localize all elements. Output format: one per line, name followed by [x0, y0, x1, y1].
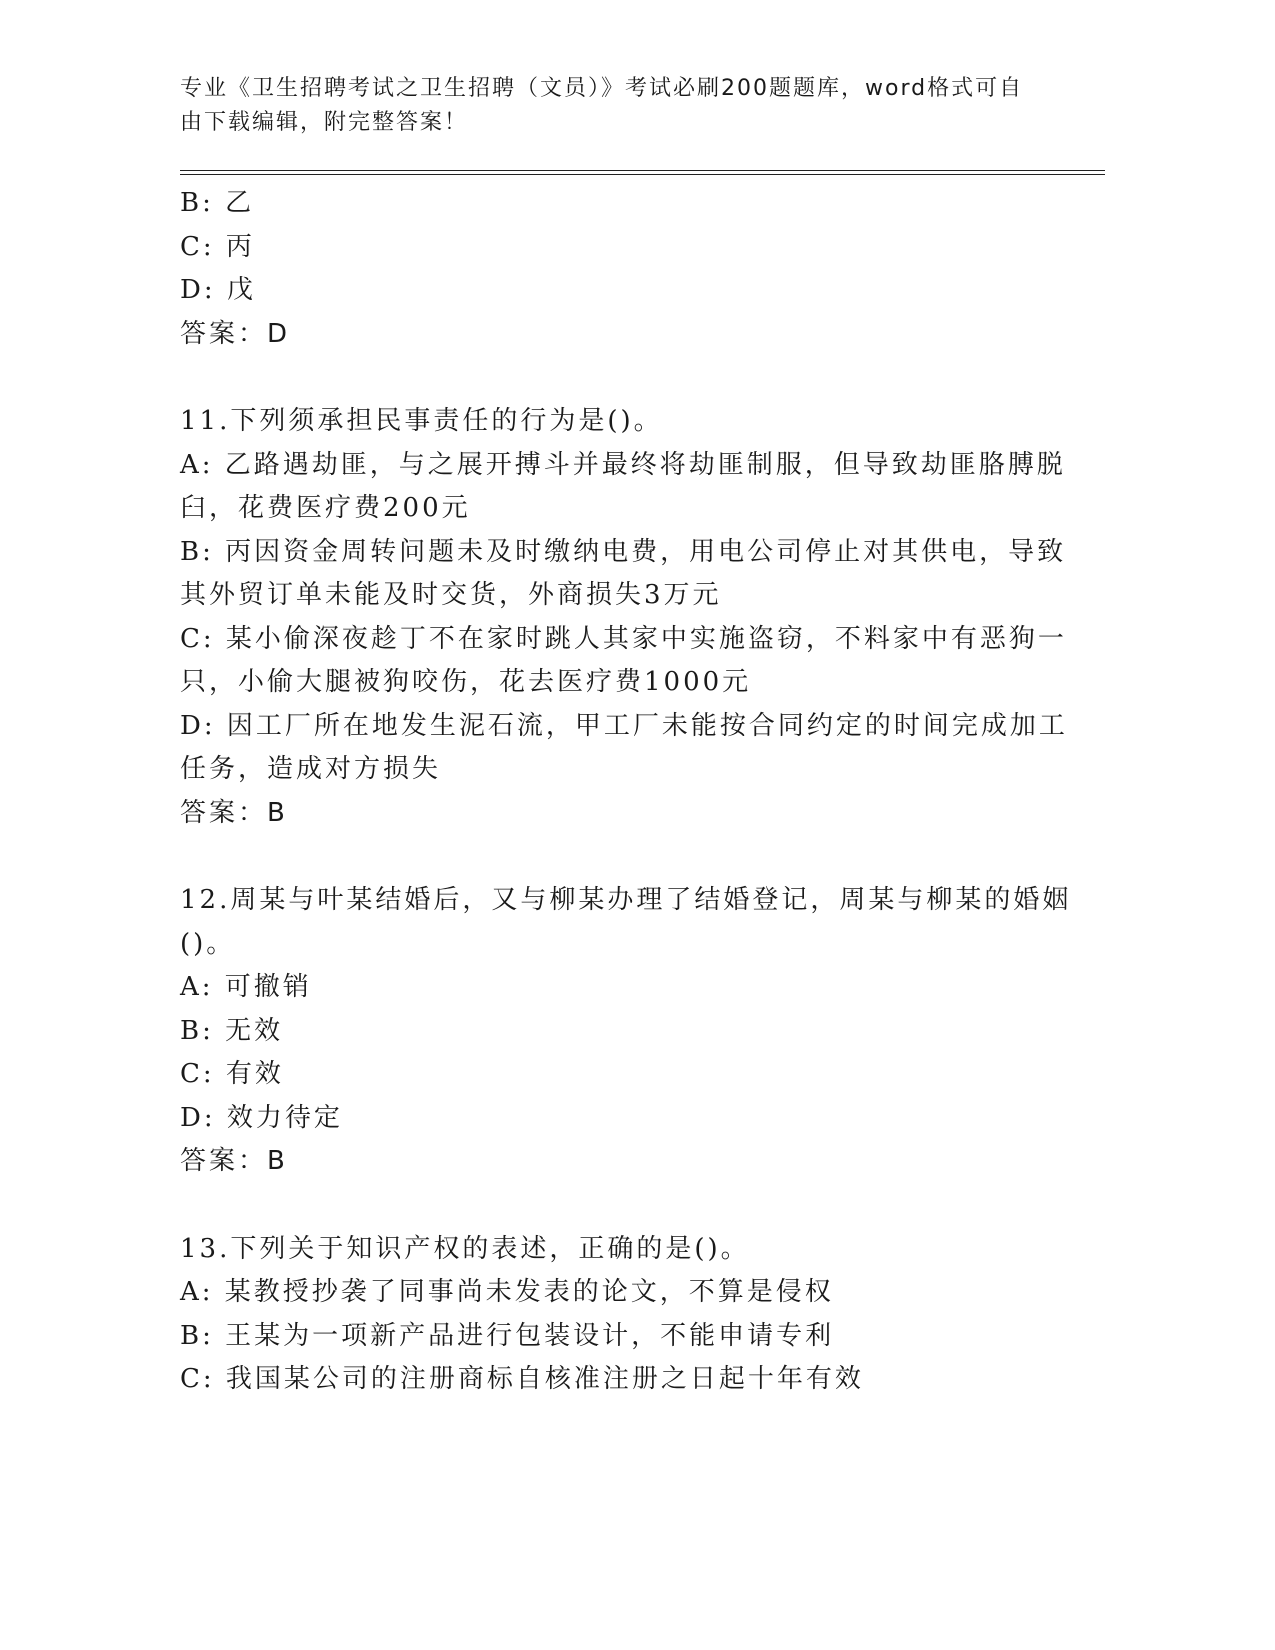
header-title-line-2: 由下载编辑，附完整答案！ [180, 110, 469, 135]
spacer [180, 835, 1040, 879]
answer: 答案：B [180, 797, 288, 828]
option-a: A: 某教授抄袭了同事尚未发表的论文，不算是侵权 [180, 1277, 834, 1307]
option-a-line-1: A: 乙路遇劫匪，与之展开搏斗并最终将劫匪制服，但导致劫匪胳膊脱 [180, 449, 1066, 480]
spacer [180, 356, 1040, 400]
header-divider-bottom [180, 174, 1105, 175]
option-b-line-1: B: 丙因资金周转问题未及时缴纳电费，用电公司停止对其供电，导致 [180, 536, 1067, 567]
option-c: C: 丙 [180, 231, 255, 262]
page-header [180, 72, 1040, 140]
question-stem-line-1: 12.周某与叶某结婚后，又与柳某办理了结婚登记，周某与柳某的婚姻 [180, 885, 1072, 915]
question-13 [180, 1228, 1040, 1402]
option-b: B: 王某为一项新产品进行包装设计，不能申请专利 [180, 1320, 835, 1351]
option-b: B: 无效 [180, 1015, 284, 1046]
question-list [180, 182, 1072, 1402]
option-b-line-2: 其外贸订单未能及时交货，外商损失3万元 [180, 580, 722, 610]
header-divider-top [180, 170, 1105, 171]
answer: 答案：B [180, 1146, 288, 1176]
header-title-line-1: 专业《卫生招聘考试之卫生招聘（文员）》考试必刷200题题库，word格式可自 [180, 76, 1024, 101]
question-stem-line-2: ()。 [180, 928, 236, 959]
question-11 [180, 400, 1068, 835]
option-d-line-2: 任务，造成对方损失 [180, 754, 442, 784]
option-c: C: 我国某公司的注册商标自核准注册之日起十年有效 [180, 1364, 864, 1394]
question-stem: 13.下列关于知识产权的表述，正确的是()。 [180, 1233, 750, 1264]
option-d: D: 效力待定 [180, 1102, 343, 1133]
option-a-line-2: 臼，花费医疗费200元 [180, 493, 471, 523]
question-stem: 11.下列须承担民事责任的行为是()。 [180, 406, 663, 436]
option-d: D: 戊 [180, 275, 256, 305]
question-10-tail [180, 182, 1040, 356]
option-c-line-1: C: 某小偷深夜趁丁不在家时跳人其家中实施盗窃，不料家中有恶狗一 [180, 623, 1067, 654]
option-c-line-2: 只，小偷大腿被狗咬伤，花去医疗费1000元 [180, 667, 752, 697]
option-d-line-1: D: 因工厂所在地发生泥石流，甲工厂未能按合同约定的时间完成加工 [180, 710, 1068, 741]
option-b: B: 乙 [180, 188, 255, 218]
answer: 答案：D [180, 318, 291, 349]
option-a: A: 可撤销 [180, 972, 312, 1002]
question-12 [180, 879, 1072, 1184]
spacer [180, 1184, 1040, 1228]
option-c: C: 有效 [180, 1059, 284, 1089]
